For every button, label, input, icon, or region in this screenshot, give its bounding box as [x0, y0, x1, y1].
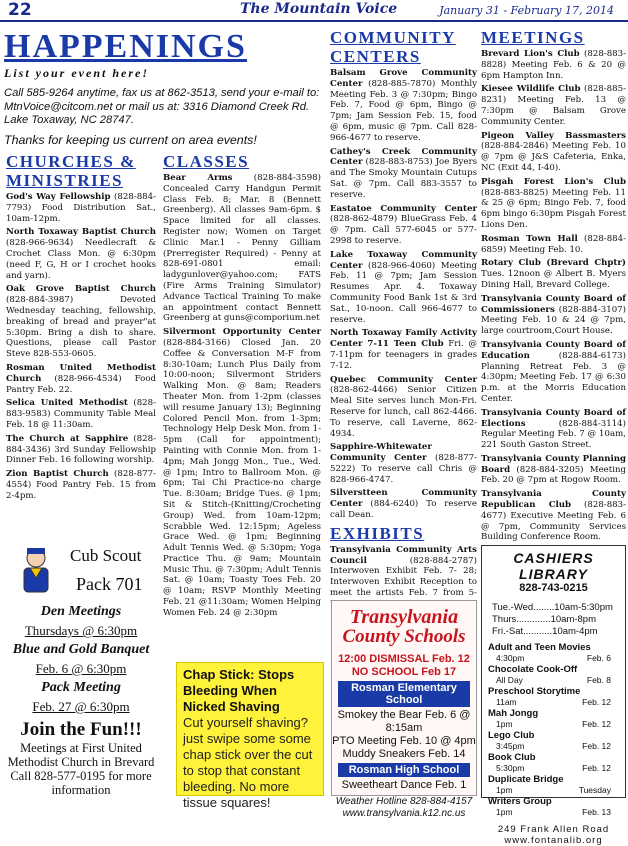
listing-name: The Church at Sapphire: [6, 433, 129, 444]
listing-entry: [481, 294, 626, 337]
listing-name: Pigeon Valley Bassmasters: [481, 130, 626, 141]
library-phone: 828-743-0215: [519, 582, 588, 594]
listing-body: (828-883-9583) Community Table Meal Feb. 18 @ 11:30am.: [6, 398, 156, 430]
exhibits-title: EXHIBITS: [330, 523, 425, 543]
program-time: All Day: [496, 675, 523, 685]
no-school: NO SCHOOL Feb 17: [351, 666, 457, 678]
program-date: Feb. 12: [582, 741, 611, 751]
program-when: [488, 807, 621, 818]
library-web[interactable]: www.fontanalib.org: [504, 835, 603, 846]
listing-body: (828-883-8753) Joe Byers and The Smoky Mountain Cutups Sat. @ 7pm. Call 883-3557 to reserve.: [330, 157, 477, 200]
listing-entry: [481, 131, 626, 174]
listing-body: (828-884-6859) Meeting Feb. 10.: [481, 233, 626, 255]
happenings-title: HAPPENINGS: [4, 28, 247, 65]
listing-entry: [6, 192, 156, 224]
program-time: 3:45pm: [496, 741, 525, 751]
den-date: Thursdays @ 6:30pm: [24, 623, 138, 638]
school-event-3: Muddy Sneakers Feb. 14: [342, 748, 466, 760]
program-time: 1pm: [496, 807, 513, 817]
program-name: Preschool Storytime: [488, 686, 581, 697]
program-when: [488, 741, 621, 752]
listing-name: Selica United Methodist: [6, 398, 128, 409]
program-date: Feb. 8: [586, 675, 611, 685]
listing-entry: [330, 442, 477, 485]
program-date: Feb. 13: [582, 807, 611, 817]
listing-body: (828-884-6173) Planning Retreat Feb. 3 @ 4:30pm; Meeting Feb. 17 @ 6:30 p.m. at the Morris Education Center.: [481, 350, 626, 404]
rosman-high: Rosman High School: [338, 763, 470, 777]
listing-body: (828-884-3205) Meeting Feb. 20 @ 7pm at Rogow Room.: [481, 464, 626, 486]
listing-name: Rosman Town Hall: [481, 233, 578, 244]
pack-meeting: Pack Meeting: [41, 680, 121, 695]
listing-name: Lake Toxaway Community Center: [330, 249, 477, 271]
listing-name: Zion Baptist Church: [6, 469, 109, 480]
meetings-column: [481, 28, 626, 546]
listing-body: (828-883-8828) Meeting Feb. 6 & 20 @ 6pm Hampton Inn.: [481, 49, 626, 81]
listing-entry: [481, 489, 626, 543]
listing-name: North Toxaway Family Activity Center 7-11 Teen Club: [330, 328, 477, 350]
listing-body: (828-884-3107) Meeting Feb. 10 & 24 @ 7pm, large courtroom,Court House.: [481, 304, 626, 337]
listing-body: (828-885-7870) Monthly Meeting Feb. 3 @ 7:30pm; Bingo Feb. 7, Food @ 6pm, Bingo @ 7pm; Jam Session Feb. 15, food @ 6pm, music @ 7pm. Call 828-966-4677 to reserve.: [330, 78, 477, 143]
listing-name: Silvermont Opportunity Center: [163, 327, 321, 338]
listing-name: Transylvania County Board of Elections: [481, 407, 626, 429]
listing-name: Bear Arms: [163, 173, 233, 183]
school-event-2: PTO Meeting Feb. 10 @ 4pm: [332, 735, 476, 747]
classes-title: CLASSES: [163, 152, 250, 171]
cub-scout-ad: [6, 530, 156, 798]
cub-title-1: Cub Scout: [70, 546, 142, 565]
hours-line: Tue.-Wed........10am-5:30pm: [492, 602, 613, 613]
library-title: CASHIERS LIBRARY: [513, 550, 594, 582]
listing-name: North Toxaway Baptist Church: [6, 227, 156, 238]
schools-title-2: County Schools: [342, 626, 466, 647]
program-date: Feb. 6: [586, 653, 611, 663]
library-programs: [482, 638, 625, 818]
program-name: Book Club: [488, 752, 536, 763]
listing-entry: [481, 454, 626, 486]
listing-name: Sapphire-Whitewater Community Center: [330, 442, 432, 464]
meetings-title: MEETINGS: [481, 28, 585, 47]
library-hours: [482, 594, 625, 638]
issue-date: January 31 - February 17, 2014: [439, 4, 614, 17]
schools-web[interactable]: www.transylvania.k12.nc.us: [342, 808, 466, 819]
program-date: Tuesday: [578, 785, 611, 795]
listing-entry: [6, 227, 156, 281]
listing-entry: [6, 284, 156, 360]
listing-name: Rosman United Methodist Church: [6, 362, 156, 384]
chap-title: Chap Stick: Stops Bleeding When Nicked Shaving: [183, 667, 295, 714]
listing-entry: [6, 469, 156, 501]
happenings-contact: Call 585-9264 anytime, fax us at 862-3513, send your e-mail to: MtnVoice@citcom.net or mail us at: 3316 Diamond Creek Rd. Lake Toxaway, NC 28747.: [4, 87, 320, 126]
listing-body: (828-884-3598) Concealed Carry Handgun Permit Class Feb. 8; Mar. 8 (Bennett Greenberg). All classes 9am-6pm. $ Space limited for all classes. Register now; Women on Target Clinic Mar.1 - Penny Gilliam (Prerregister Required) - Penny at 828-691-0801 email: ladygunlover@yahoo.com; FATS (Fire Arms Training Simulator) Advance Tactical Training To make an appointment contact Bennett Greenberg at guns@comporium.net: [163, 173, 321, 324]
listing-entry: [163, 327, 321, 619]
schools-title-1: Transylvania: [349, 606, 459, 628]
program-name: Adult and Teen Movies: [488, 642, 591, 653]
banquet-date: Feb. 6 @ 6:30pm: [35, 661, 127, 676]
listing-entry: [330, 328, 477, 371]
listing-name: Transylvania County Board of Education: [481, 339, 626, 361]
listing-body: (828-966-9634) Needlecraft & Crochet Class Mon. @ 6:30pm (need F, G, H or I crochet hooks and yarn).: [6, 238, 156, 281]
listing-entry: [481, 408, 626, 451]
listing-body: (828-883-4677) Executive Meeting Feb. 6 @ 7pm, Community Services Building Conference Room.: [481, 500, 627, 543]
program-when: [488, 719, 621, 730]
listing-entry: [6, 434, 156, 466]
community-title: COMMUNITY CENTERS: [330, 28, 456, 66]
listing-entry: [481, 234, 626, 256]
listing-body: (828-966-4060) Meeting Feb. 11 @ 7pm; Jam Session Resumes Apr. 4. Toxaway Community Food Bank 1st & 3rd Sat., 10-noon. Call 966-4677 to reserve.: [330, 260, 477, 325]
listing-body: (828-884-3987) Devoted Wednesday teaching, fellowship, breaking of bread and prayer"at 5:30pm. Bring a dish to share. Questions, please call Pastor Steve 828-553-0605.: [6, 295, 156, 360]
schools-ad: [331, 600, 477, 819]
dismissal: 12:00 DISMISSAL Feb. 12: [338, 653, 470, 665]
den-meetings: Den Meetings: [40, 604, 122, 619]
library-address: 249 Frank Allen Road: [497, 824, 610, 835]
listing-entry: [330, 488, 477, 520]
program-date: Feb. 12: [582, 719, 611, 729]
join-fun: Join the Fun!!!: [20, 719, 142, 740]
meetings-list: [481, 49, 626, 543]
listing-name: Transylvania County Board of Commissioners: [481, 293, 626, 315]
happenings-block: [4, 28, 320, 147]
listing-name: Quebec Community Center: [330, 374, 477, 385]
listing-entry: [330, 204, 477, 247]
program-name: Duplicate Bridge: [488, 774, 564, 785]
program-time: 11am: [496, 697, 517, 707]
listing-body: (828-884-3436) 3rd Sunday Fellowship Dinner Feb. 16 following worship.: [6, 433, 156, 466]
listing-body: Tues. 12noon @ Albert B. Myers Dining Hall, Brevard College.: [481, 269, 626, 290]
program-when: [488, 653, 621, 664]
community-column: [330, 28, 477, 613]
listing-entry: [481, 49, 626, 81]
cub-info: Meetings at First United Methodist Church in Brevard Call 828-577-0195 for more information: [7, 741, 155, 797]
listing-body: (828-884-3166) Closed Jan. 20 Coffee & Conversation M-F from 8:30-10am; Lunch Plus Daily from 10:00-noon; Silvermont Striders Walking Mon. @ 8am; Readers Theater Mon. from 1-2pm (classes will resume January 13); Beginning Colored Pencil Mon. from 1-3pm; Technology Help Desk Mon. from 1-5pm (Call for appointment); Painting with Connie Mon. from 1-4pm; Mah Jongg Mon., Tue., Wed. @ 1pm; Intro to Ballroom Mon. @ 6pm; Tai Chi Practice-no charge Tue. 8:30am; Bridge Tues. @ 1pm; Sit & Stitch-(Knitting/Crocheting Group) Wed. from 10am-12pm; Scrabble Wed. 12:15pm; Ageless Grace Wed. @ 1pm; Beginning Adult Tennis Wed. @ 5:30pm; Yoga Practice Thu. @ 9am; Mountain Music Thu. @ 7:30pm; Adult Tennis Sat. @ 10am; Toasty Toes Feb. 20 @ 10am; RSVP Monthly Meeting Feb. 21 @11:30am; Women Helping Women Feb. 24 @ 2:30pm: [163, 337, 321, 618]
page-number: 22: [8, 0, 32, 20]
listing-entry: [330, 68, 477, 144]
weather-hotline: Weather Hotline 828-884-4157: [335, 796, 473, 807]
listing-name: Pisgah Forest Lion's Club: [481, 176, 626, 187]
school-event-4: Sweetheart Dance Feb. 1: [341, 779, 467, 791]
program-time: 1pm: [496, 719, 513, 729]
listing-name: Transylvania Community Arts Council: [330, 544, 477, 566]
happenings-thanks: Thanks for keeping us current on area events!: [4, 132, 257, 147]
listing-body: Fri. @ 7-11pm for teenagers in grades 7-12.: [330, 339, 477, 371]
listing-name: Balsam Grove Community Center: [330, 68, 477, 89]
cashiers-library-ad: [481, 545, 626, 846]
churches-column: [6, 152, 156, 505]
program-name: Chocolate Cook-Off: [488, 664, 578, 675]
program-date: Feb. 12: [582, 697, 611, 707]
masthead: The Mountain Voice: [240, 1, 398, 17]
listing-body: (828-877-5222) To reserve call Chris @ 828-966-4747.: [330, 453, 478, 485]
listing-entry: [481, 340, 626, 405]
chap-stick-tip: [176, 662, 324, 810]
banquet: Blue and Gold Banquet: [12, 642, 150, 657]
listing-body: (828-884-2846) Meeting Feb. 10 @ 7pm @ J&S Cafeteria, Enka, NC (Exit 44, I-40).: [481, 141, 626, 173]
page-header: [0, 0, 628, 22]
listing-body: (884-6240) To reserve call Dean.: [330, 499, 477, 521]
rosman-elementary: Rosman Elementary School: [338, 681, 470, 707]
chap-body: Cut yourself shaving? just swipe some some chap stick over the cut to stop that constant bleeding. No more tissue squares!: [183, 715, 313, 810]
churches-title: CHURCHES & MINISTRIES: [6, 152, 136, 190]
listing-entry: [481, 258, 626, 290]
listing-body: (828-885-8231) Meeting Feb. 13 @ 7:30pm @ Balsam Grove Community Center.: [481, 84, 626, 127]
listing-name: Transylvania County Republican Club: [481, 489, 626, 511]
program-time: 4:30pm: [496, 653, 525, 663]
program-name: Mah Jongg: [488, 708, 539, 719]
classes-list: [163, 173, 321, 619]
hours-line: Fri.-Sat...........10am-4pm: [492, 626, 598, 637]
listing-entry: [330, 375, 477, 440]
program-time: 1pm: [496, 785, 513, 795]
program-time: 5:30pm: [496, 763, 525, 773]
program-name: Writers Group: [488, 796, 552, 807]
listing-entry: [330, 250, 477, 326]
program-date: Feb. 12: [582, 763, 611, 773]
listing-name: Transylvania County Planning Board: [481, 453, 626, 475]
listing-entry: [330, 147, 477, 201]
cub-title-2: Pack 701: [76, 574, 143, 594]
listing-entry: [6, 363, 156, 395]
program-when: [488, 697, 621, 708]
listing-body: (828-884-2787) Interwoven Exhibit Feb. 7- 28; Interwoven Exhibit Reception to meet the artists Feb. 7 from 5-: [330, 555, 477, 599]
community-list: [330, 68, 477, 521]
listing-entry: [481, 177, 626, 231]
program-when: [488, 763, 621, 774]
listing-body: (828-966-4534) Food Pantry Feb. 22.: [6, 373, 156, 395]
listing-body: (828-862-4879) BlueGrass Feb. 4 @ 7pm. Call 577-6045 or 577-2998 to reserve.: [330, 214, 477, 246]
classes-column: [163, 152, 321, 622]
listing-name: Silverstteen Community Center: [330, 488, 477, 510]
listing-name: Kiesee Wildlife Club: [481, 84, 581, 95]
program-when: [488, 675, 621, 686]
listing-name: Oak Grove Baptist Church: [6, 284, 156, 295]
listing-body: (828-884-3114) Regular Meeting Feb. 7 @ 10am, 221 South Gaston Street.: [481, 418, 626, 451]
listing-body: (828-862-4466) Senior Citizen Meal Site serves lunch Mon-Fri. Reserve for lunch, call 862-4466. To reserve, call Laverne, 862-4934.: [330, 385, 477, 439]
churches-list: [6, 192, 156, 502]
listing-entry: [6, 398, 156, 430]
listing-body: (828-877-4554) Food Pantry Feb. 15 from 2-4pm.: [6, 469, 156, 501]
listing-name: Rotary Club (Brevard Chptr): [481, 258, 626, 269]
happenings-subtitle: List your event here!: [4, 66, 149, 80]
listing-body: (828-884-7793) Food Distribution Sat., 10am-12pm.: [6, 192, 156, 224]
listing-name: God's Way Fellowship: [6, 192, 111, 202]
listing-name: Brevard Lion's Club: [481, 49, 580, 59]
cub-scout-logo-icon: [10, 544, 62, 600]
listing-name: Eastatoe Community Center: [330, 203, 477, 214]
listing-body: (828-883-8825) Meeting Feb. 11 & 25 @ 6pm; Bingo Feb. 7, food 6pm bingo 6:30pm Pisgah Forest Lions Den.: [481, 187, 626, 230]
school-event-1: Smokey the Bear Feb. 6 @ 8:15am: [337, 709, 471, 734]
hours-line: Thurs.............10am-8pm: [492, 614, 597, 625]
program-name: Lego Club: [488, 730, 535, 741]
listing-name: Cathey's Creek Community Center: [330, 146, 477, 168]
pack-date: Feb. 27 @ 6:30pm: [32, 699, 130, 714]
program-when: [488, 785, 621, 796]
listing-entry: [163, 173, 321, 324]
listing-entry: [481, 84, 626, 127]
